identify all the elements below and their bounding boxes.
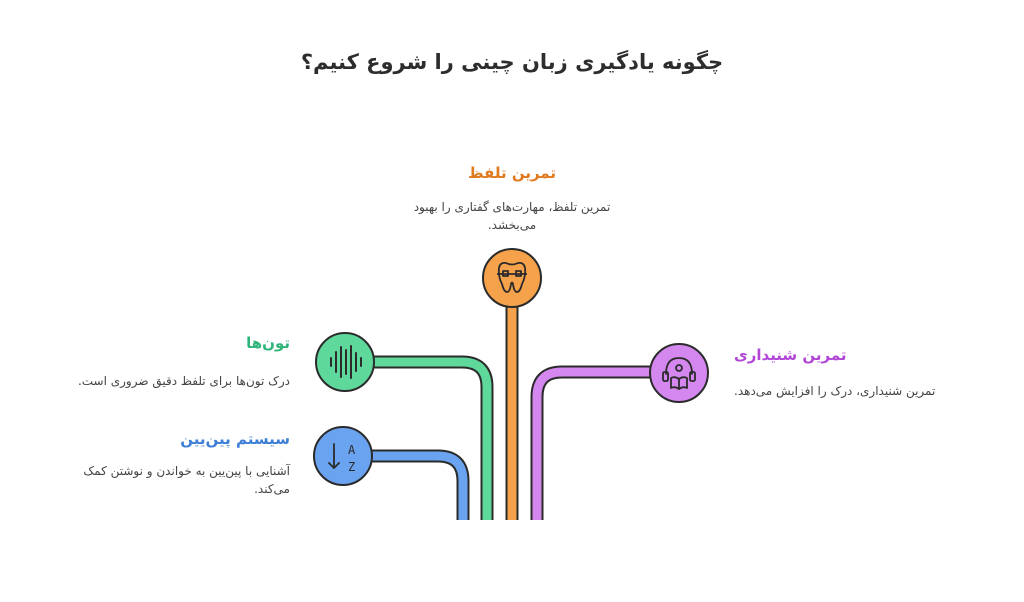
listening-label: تمرین شنیداری (734, 346, 847, 364)
pronunciation-description: تمرین تلفظ، مهارت‌های گفتاری را بهبود می‌بخشد. (413, 200, 611, 232)
page-title: چگونه یادگیری زبان چینی را شروع کنیم؟ (300, 50, 724, 74)
listening-node (650, 344, 708, 402)
svg-text:Z: Z (348, 460, 356, 474)
tones-node (316, 333, 374, 391)
pinyin-connector (370, 456, 463, 520)
pinyin-label: سیستم پین‌یین (180, 430, 290, 448)
tones-description: درک تون‌ها برای تلفظ دقیق ضروری است. (77, 374, 290, 388)
pronunciation-node (483, 249, 541, 307)
svg-text:A: A (348, 443, 356, 457)
pronunciation-label: تمرین تلفظ (468, 164, 556, 182)
listening-description: تمرین شنیداری، درک را افزایش می‌دهد. (734, 384, 936, 398)
pinyin-description: آشنایی با پین‌یین به خواندن و نوشتن کمک می‌کند. (83, 464, 290, 496)
tones-label: تون‌ها (246, 334, 290, 352)
listening-connector (537, 372, 652, 520)
pinyin-node (314, 427, 372, 485)
tones-connector (372, 362, 487, 520)
